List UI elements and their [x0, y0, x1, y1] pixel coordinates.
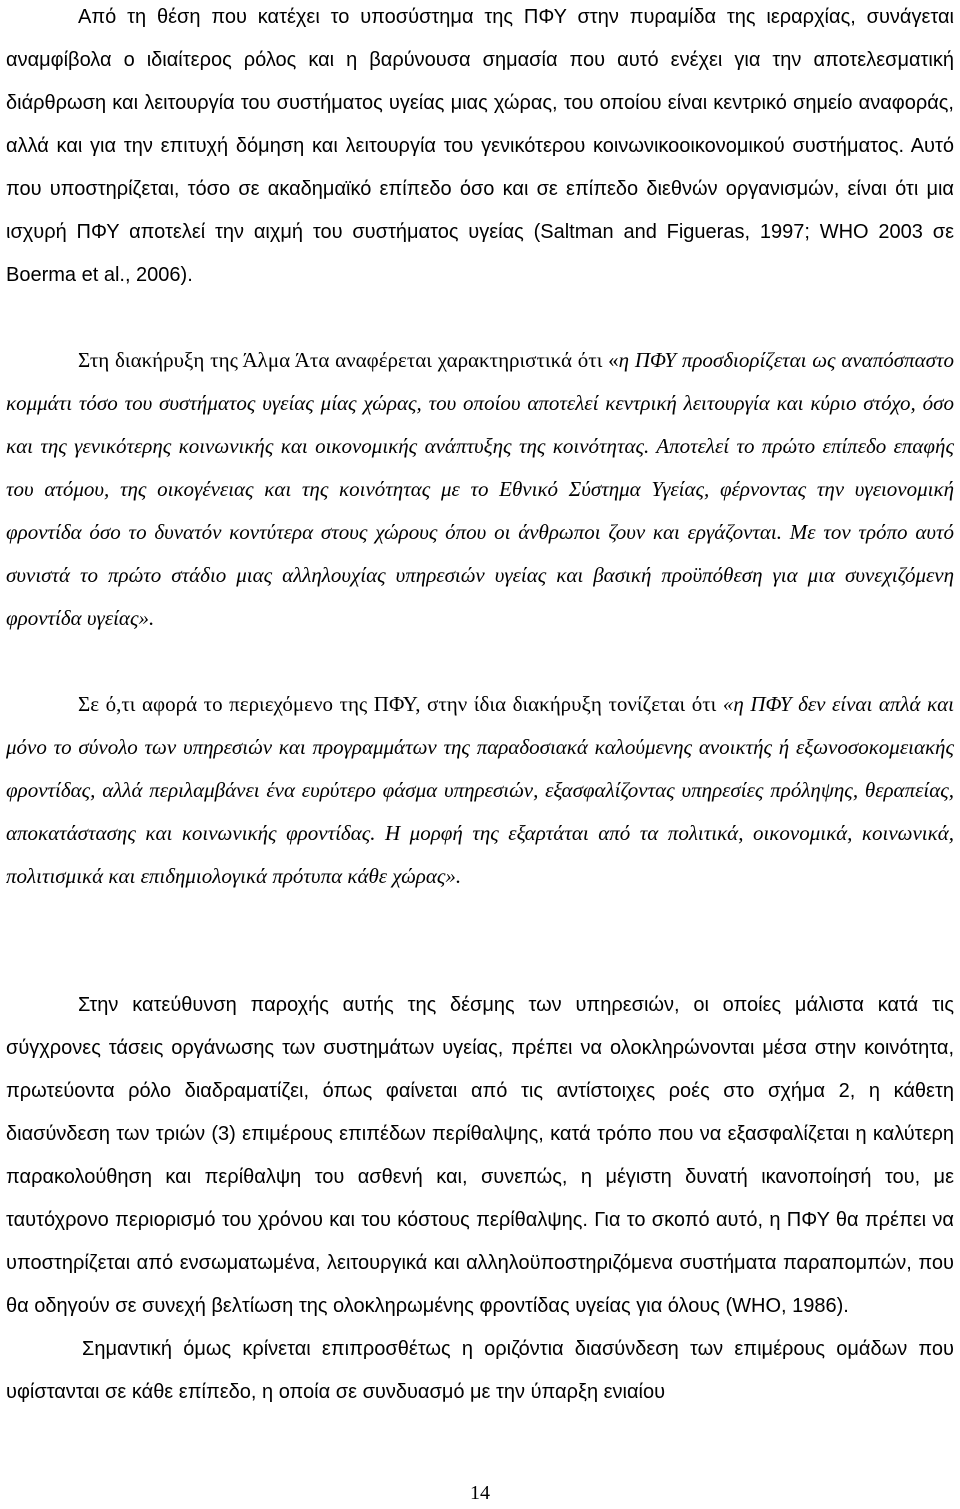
phc-content-lead-text: Σε ό,τι αφορά το περιεχόμενο της ΠΦΥ, στην ίδια διακήρυξη τονίζεται ότι [78, 692, 723, 716]
alma-ata-lead-text: Στη διακήρυξη της Άλμα Άτα αναφέρεται χαρακτηριστικά ότι « [78, 348, 619, 372]
alma-ata-quote: η ΠΦΥ προσδιορίζεται ως αναπόσπαστο κομμάτι τόσο του συστήματος υγείας μίας χώρας, του οποίου αποτελεί κεντρική λειτουργία και κύριο στόχο, όσο και της γενικότερης κοινωνικής και οικονομικής ανάπτυξης της κοινότητας. Αποτελεί το πρώτο επίπεδο επαφής του ατόμου, της οικογένειας και της κοινότητας με το Εθνικό Σύστημα Υγείας, φέρνοντας την υγειονομική φροντίδα όσο το δυνατόν κοντύτερα στους χώρους όπου οι άνθρωποι ζουν και εργάζονται. Με τον τρόπο αυτό συνιστά το πρώτο στάδιο μιας αλληλουχίας υπηρεσιών υγείας και βασική προϋπόθεση για μια συνεχιζόμενη φροντίδα υγείας». [6, 348, 954, 630]
paragraph-vertical-integration: Στην κατεύθυνση παροχής αυτής της δέσμης των υπηρεσιών, οι οποίες μάλιστα κατά τις σύγχρονες τάσεις οργάνωσης των συστημάτων υγείας, πρέπει να ολοκληρώνονται μέσα στην κοινότητα, πρωτεύοντα ρόλο διαδραματίζει, όπως φαίνεται από τις αντίστοιχες ροές στο σχήμα 2, η κάθετη διασύνδεση των τριών (3) επιμέρους επιπέδων περίθαλψης, κατά τρόπο που να εξασφαλίζεται η καλύτερη παρακολούθηση και περίθαλψη του ασθενή και, συνεπώς, η μέγιστη δυνατή ικανοποίησή του, με ταυτόχρονο περιορισμό του χρόνου και του κόστους περίθαλψης. Για το σκοπό αυτό, η ΠΦΥ θα πρέπει να υποστηρίζεται από ενσωματωμένα, λειτουργικά και αλληλοϋποστηριζόμενα συστήματα παραπομπών, που θα οδηγούν σε συνεχή βελτίωση της ολοκληρωμένης φροντίδας υγείας για όλους (WHO, 1986). [6, 994, 954, 1317]
page-number: 14 [470, 1482, 490, 1504]
paragraph-phc-role: Από τη θέση που κατέχει το υποσύστημα της ΠΦΥ στην πυραμίδα της ιεραρχίας, συνάγεται αναμφίβολα ο ιδιαίτερος ρόλος και η βαρύνουσα σημασία που αυτό ενέχει για την αποτελεσματική διάρθρωση και λειτουργία του συστήματος υγείας μιας χώρας, του οποίου είναι κεντρικό σημείο αναφοράς, αλλά και για την επιτυχή δόμηση και λειτουργία του γενικότερου κοινωνικοοικονομικού συστήματος. Αυτό που υποστηρίζεται, τόσο σε ακαδημαϊκό επίπεδο όσο και σε επίπεδο διεθνών οργανισμών, είναι ότι μια ισχυρή ΠΦΥ αποτελεί την αιχμή του συστήματος υγείας (Saltman and Figueras, 1997; WHO 2003 σε Boerma et al., 2006). [6, 6, 954, 286]
paragraph-alma-ata-declaration [6, 339, 954, 640]
phc-content-quote: «η ΠΦΥ δεν είναι απλά και μόνο το σύνολο των υπηρεσιών και προγραμμάτων της παραδοσιακά καλούμενης ανοικτής ή εξωνοσοκομειακής φροντίδας, αλλά περιλαμβάνει ένα ευρύτερο φάσμα υπηρεσιών, εξασφαλίζοντας υπηρεσίες πρόληψης, θεραπείας, αποκατάστασης και κοινωνικής φροντίδας. Η μορφή της εξαρτάται από τα πολιτικά, οικονομικά, κοινωνικά, πολιτισμικά και επιδημιολογικά πρότυπα κάθε χώρας». [6, 692, 954, 888]
paragraph-phc-content [6, 683, 954, 898]
paragraph-horizontal-integration: Σημαντική όμως κρίνεται επιπροσθέτως η οριζόντια διασύνδεση των επιμέρους ομάδων που υφίστανται σε κάθε επίπεδο, η οποία σε συνδυασμό με την ύπαρξη ενιαίου [6, 1338, 954, 1403]
